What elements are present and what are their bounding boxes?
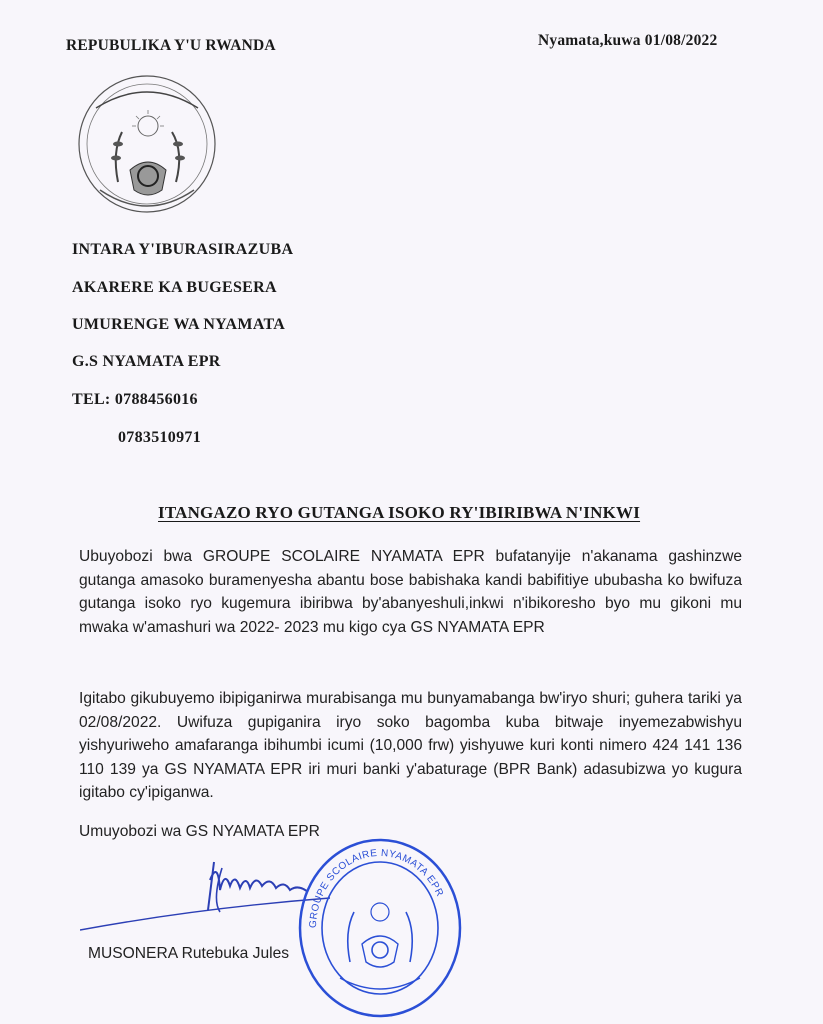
sector-line: UMURENGE WA NYAMATA	[72, 316, 286, 333]
coat-of-arms-seal	[72, 72, 222, 222]
school-line: G.S NYAMATA EPR	[72, 353, 221, 370]
signatory-name: MUSONERA Rutebuka Jules	[88, 945, 290, 962]
telephone-line-2: 0783510971	[118, 429, 201, 446]
province-line: INTARA Y'IBURASIRAZUBA	[72, 241, 294, 258]
notice-title: ITANGAZO RYO GUTANGA ISOKO RY'IBIRIBWA N'INKWI	[158, 503, 641, 522]
notice-paragraph-2: Igitabo gikubuyemo ibipiganirwa murabisanga mu bunyamabanga bw'iryo shuri; guhera tariki ya 02/08/2022. Uwifuza gupiganira iryo soko bagomba kuba bitwaje inyemezabwishyu yishyuriweho amafaranga ibihumbi icumi (10,000 frw) yishyuwe kuri konti nimero 424 141 136 110 139 ya GS NYAMATA EPR iri muri banki y'abaturage (BPR Bank) adasubizwa yo kugura igitabo cy'ipiganwa.	[79, 690, 742, 801]
district-line: AKARERE KA BUGESERA	[72, 279, 277, 296]
country-heading: REPUBULIKA Y'U RWANDA	[66, 37, 276, 54]
place-date: Nyamata,kuwa 01/08/2022	[538, 32, 718, 49]
stamp-ring-text: GROUPE SCOLAIRE NYAMATA EPR	[307, 847, 446, 929]
telephone-line: TEL: 0788456016	[72, 391, 198, 408]
signatory-role: Umuyobozi wa GS NYAMATA EPR	[79, 823, 320, 840]
school-stamp	[296, 832, 464, 1018]
notice-paragraph-1: Ubuyobozi bwa GROUPE SCOLAIRE NYAMATA EPR bufatanyije n'akanama gashinzwe gutanga amasoko buramenyesha abantu bose babishaka kandi babifitiye ububasha ko bwifuza gutanga isoko ryo kugemura ibiribwa by'abanyeshuli,inkwi n'ibikoresho byo mu gikoni mu mwaka w'amashuri wa 2022- 2023 mu kigo cya GS NYAMATA EPR	[79, 548, 742, 636]
